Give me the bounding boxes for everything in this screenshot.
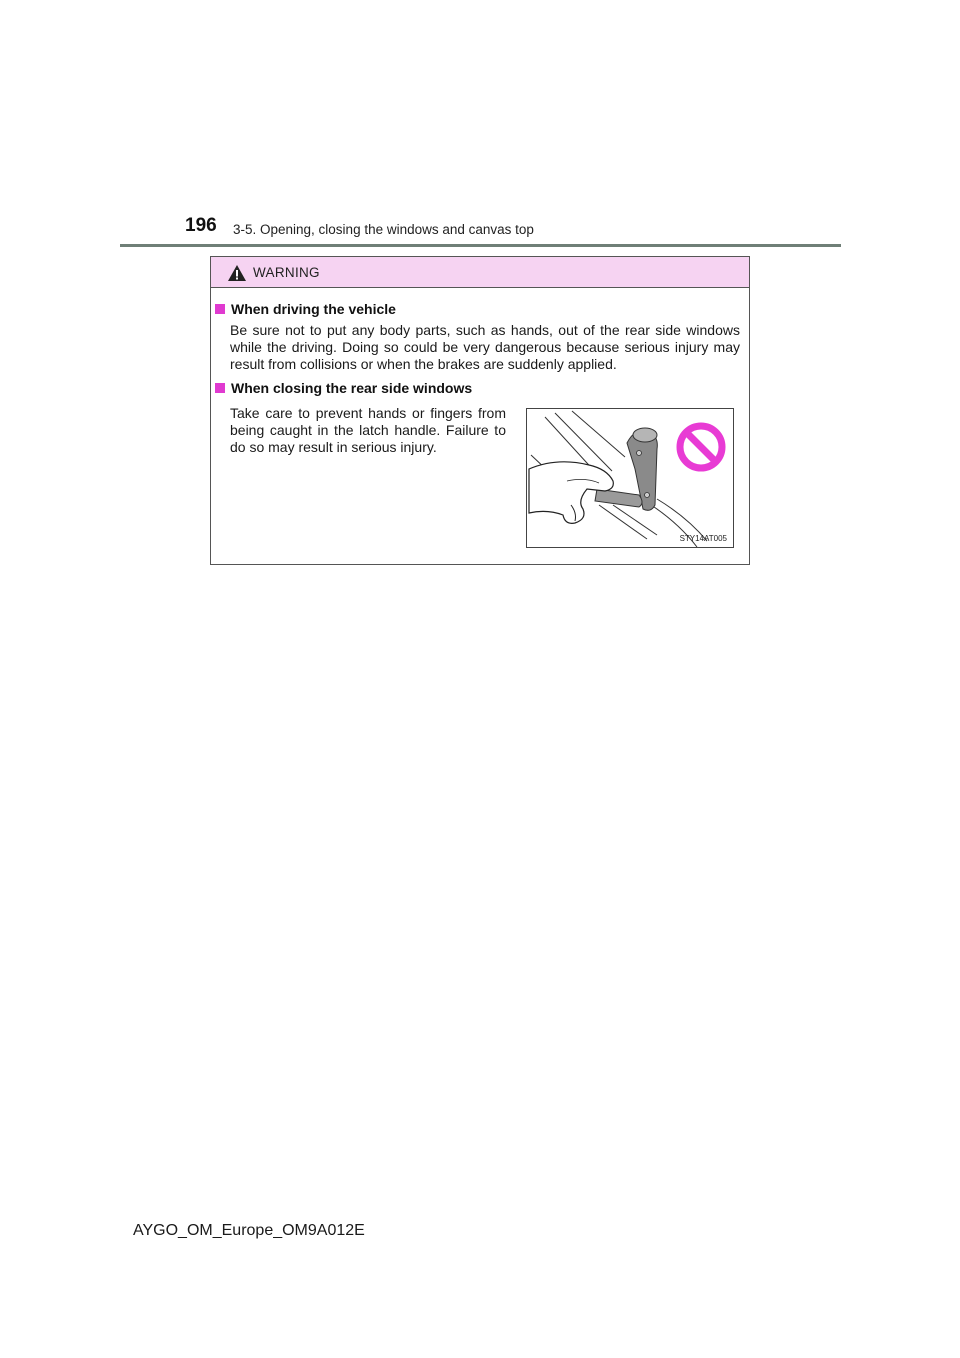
footer-doc-id: AYGO_OM_Europe_OM9A012E: [133, 1222, 365, 1239]
subheading-closing: [215, 380, 472, 396]
header-rule: [120, 244, 841, 247]
page-number: 196: [185, 215, 217, 236]
prohibited-icon: [675, 421, 727, 473]
latch-handle-illustration: [526, 408, 734, 548]
square-bullet-icon: [215, 304, 225, 314]
warning-box: [210, 256, 750, 565]
warning-header: [211, 257, 749, 288]
paragraph-driving: Be sure not to put any body parts, such as hands, out of the rear side windows while the driving. Doing so could be very dangerous because serious injury may result from collisions or when the brakes are suddenly applied.: [230, 322, 740, 372]
subheading-driving: [215, 301, 396, 317]
warning-label: WARNING: [253, 265, 320, 280]
paragraph-closing: Take care to prevent hands or fingers from being caught in the latch handle. Failure to do so may result in serious injury.: [230, 405, 506, 455]
illustration-code: STY14AT005: [679, 534, 727, 543]
subheading-closing-text: When closing the rear side windows: [231, 380, 473, 396]
square-bullet-icon: [215, 383, 225, 393]
subheading-driving-text: When driving the vehicle: [231, 301, 396, 317]
section-title: 3-5. Opening, closing the windows and canvas top: [233, 222, 534, 237]
warning-triangle-icon: [227, 264, 247, 282]
